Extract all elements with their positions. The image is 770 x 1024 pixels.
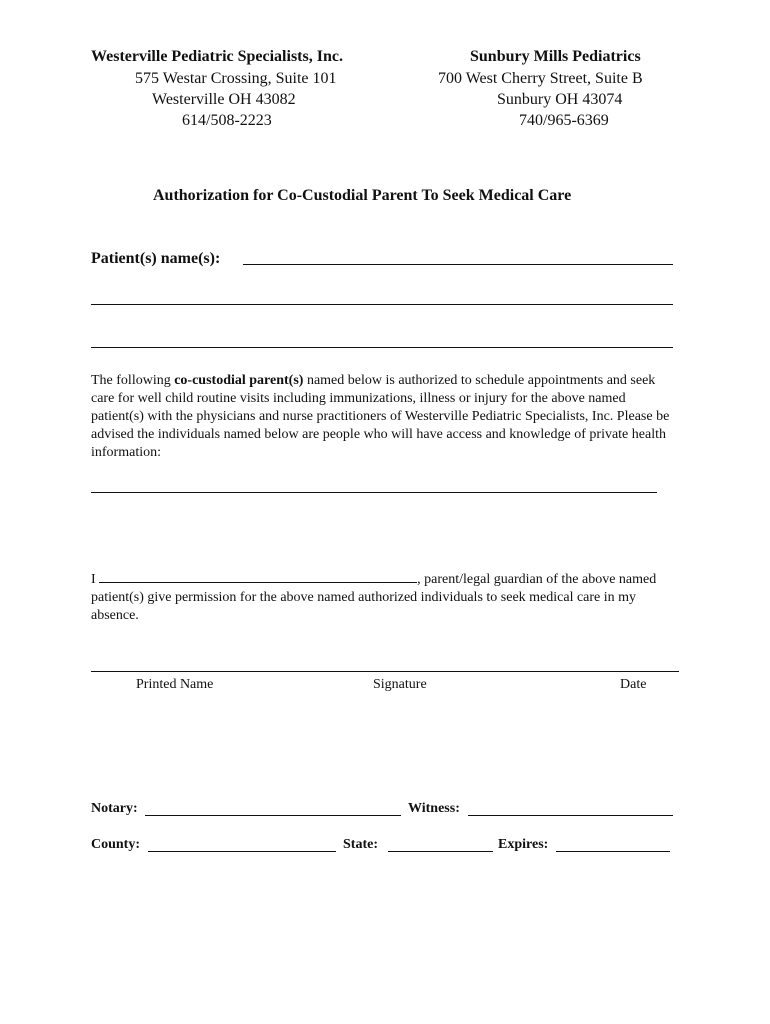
authorized-names-line[interactable] [91,492,657,493]
notary-field[interactable] [145,815,401,816]
authorization-text-bold: co-custodial parent(s) [174,373,304,388]
county-label: County: [91,837,141,852]
witness-label: Witness: [408,801,460,816]
authorization-text-end: named below is authorized to schedule appointments and seek care for well child routine visits including immunizations, illness or injury for the above named patient(s) with the physicians and nurse practitioners of Westerville Pediatric Specialists, Inc. Please be advised the individuals named below are people who will have access and knowledge of private health information: [91,373,670,460]
state-label: State: [343,837,378,852]
permission-suffix: , parent/legal guardian of the above named [417,572,657,587]
notary-label: Notary: [91,801,138,816]
signature-label: Signature [373,677,427,692]
practice-address-left: 575 Westar Crossing, Suite 101 [135,70,337,87]
date-label: Date [620,677,647,692]
guardian-name-line[interactable] [99,569,417,583]
form-title: Authorization for Co-Custodial Parent To Seek Medical Care [153,187,572,204]
printed-name-label: Printed Name [136,677,214,692]
authorization-paragraph [91,372,681,462]
expires-field[interactable] [556,851,670,852]
practice-city-right: Sunbury OH 43074 [497,91,623,108]
practice-phone-right: 740/965-6369 [519,112,609,129]
county-field[interactable] [148,851,336,852]
practice-address-right: 700 West Cherry Street, Suite B [438,70,643,87]
practice-phone-left: 614/508-2223 [182,112,272,129]
patient-name-line-1[interactable] [243,264,673,265]
witness-field[interactable] [468,815,673,816]
patient-name-line-2[interactable] [91,304,673,305]
expires-label: Expires: [498,837,549,852]
patient-name-line-3[interactable] [91,347,673,348]
practice-name-left: Westerville Pediatric Specialists, Inc. [91,48,343,65]
permission-paragraph [91,569,683,625]
permission-prefix: I [91,572,96,587]
practice-city-left: Westerville OH 43082 [152,91,296,108]
authorization-text-start: The following [91,373,175,388]
permission-rest: patient(s) give permission for the above named authorized individuals to seek medical care in my absence. [91,590,637,623]
patient-names-label: Patient(s) name(s): [91,250,221,267]
signature-line[interactable] [91,671,679,672]
practice-name-right: Sunbury Mills Pediatrics [470,48,641,65]
state-field[interactable] [388,851,493,852]
